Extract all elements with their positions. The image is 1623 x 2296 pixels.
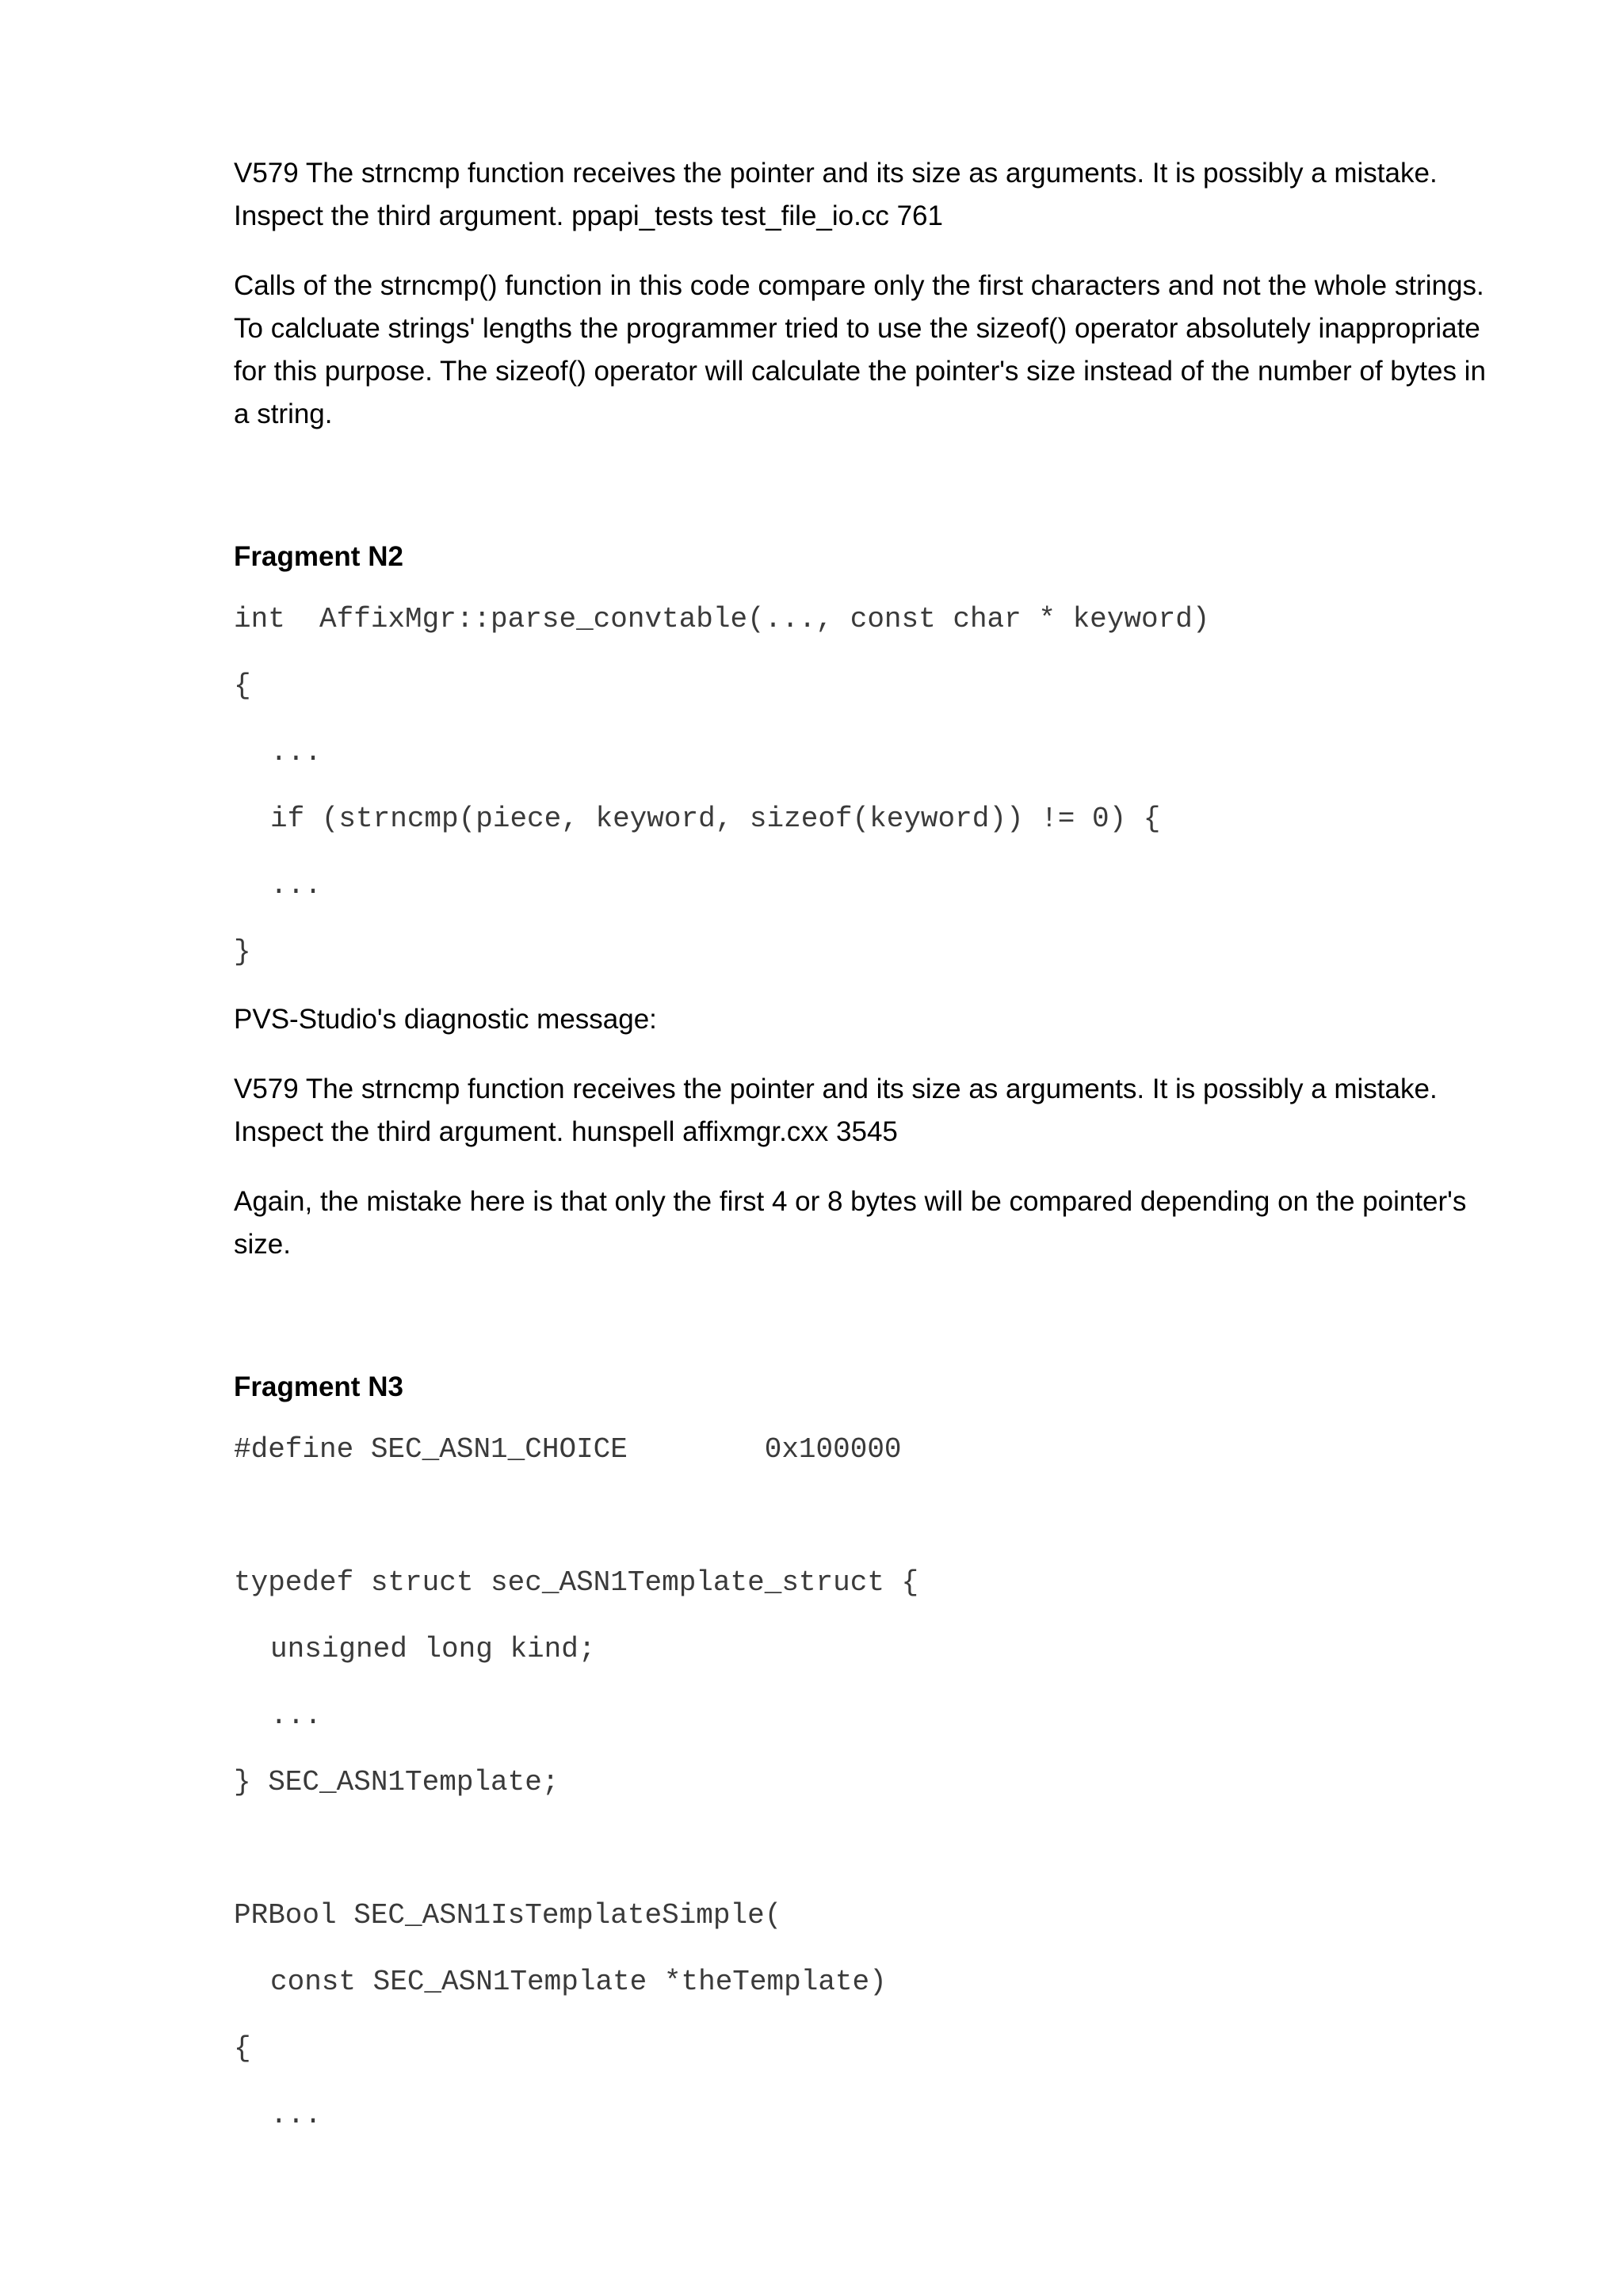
code-line: const SEC_ASN1Template *theTemplate) [270, 1966, 887, 1998]
paragraph-line: V579 The strncmp function receives the pointer and its size as arguments. It is possibly a mistake. [234, 1074, 1438, 1104]
code-line: typedef struct sec_ASN1Template_struct { [234, 1566, 919, 1599]
code-line: if (strncmp(piece, keyword, sizeof(keyword)) != 0) { [270, 803, 1161, 835]
paragraph [234, 152, 1518, 238]
paragraph-line: a string. [234, 399, 333, 429]
code-line: } SEC_ASN1Template; [234, 1766, 559, 1798]
code-line: ... [270, 2099, 322, 2131]
paragraph-line: PVS-Studio's diagnostic message: [234, 1004, 657, 1035]
section-spacer [234, 1293, 1518, 1366]
paragraph-line: Again, the mistake here is that only the first 4 or 8 bytes will be compared depending on the pointer's [234, 1186, 1467, 1217]
code-line: { [234, 669, 251, 702]
code-line: } [234, 936, 251, 968]
code-line: ... [270, 1699, 322, 1732]
paragraph-line: size. [234, 1229, 291, 1260]
section-heading: Fragment N2 [234, 541, 403, 572]
section-spacer [234, 463, 1518, 536]
paragraph [234, 1068, 1518, 1154]
paragraph-line: Inspect the third argument. ppapi_tests test_file_io.cc 761 [234, 200, 943, 231]
code-blank-line [234, 1496, 1518, 1562]
paragraph-line: for this purpose. The sizeof() operator will calculate the pointer's size instead of the number of bytes in [234, 356, 1486, 387]
document-content [234, 152, 1518, 2161]
paragraph-line: Calls of the strncmp() function in this code compare only the first characters and not the whole strings. [234, 270, 1484, 301]
paragraph [234, 265, 1518, 436]
paragraph-line: To calcluate strings' lengths the programmer tried to use the sizeof() operator absolutely inappropriate [234, 313, 1480, 344]
code-line: #define SEC_ASN1_CHOICE 0x100000 [234, 1433, 902, 1466]
code-line: PRBool SEC_ASN1IsTemplateSimple( [234, 1899, 782, 1932]
paragraph-line: V579 The strncmp function receives the pointer and its size as arguments. It is possibly a mistake. [234, 158, 1438, 189]
code-line: ... [270, 736, 322, 769]
code-line: ... [270, 869, 322, 902]
section-heading: Fragment N3 [234, 1371, 403, 1402]
paragraph [234, 998, 1518, 1041]
code-blank-line [234, 1829, 1518, 1895]
paragraph-line: Inspect the third argument. hunspell affixmgr.cxx 3545 [234, 1116, 898, 1147]
code-line: { [234, 2032, 251, 2065]
paragraph [234, 1180, 1518, 1266]
code-line: unsigned long kind; [270, 1633, 596, 1665]
code-line: int AffixMgr::parse_convtable(..., const char * keyword) [234, 603, 1210, 635]
